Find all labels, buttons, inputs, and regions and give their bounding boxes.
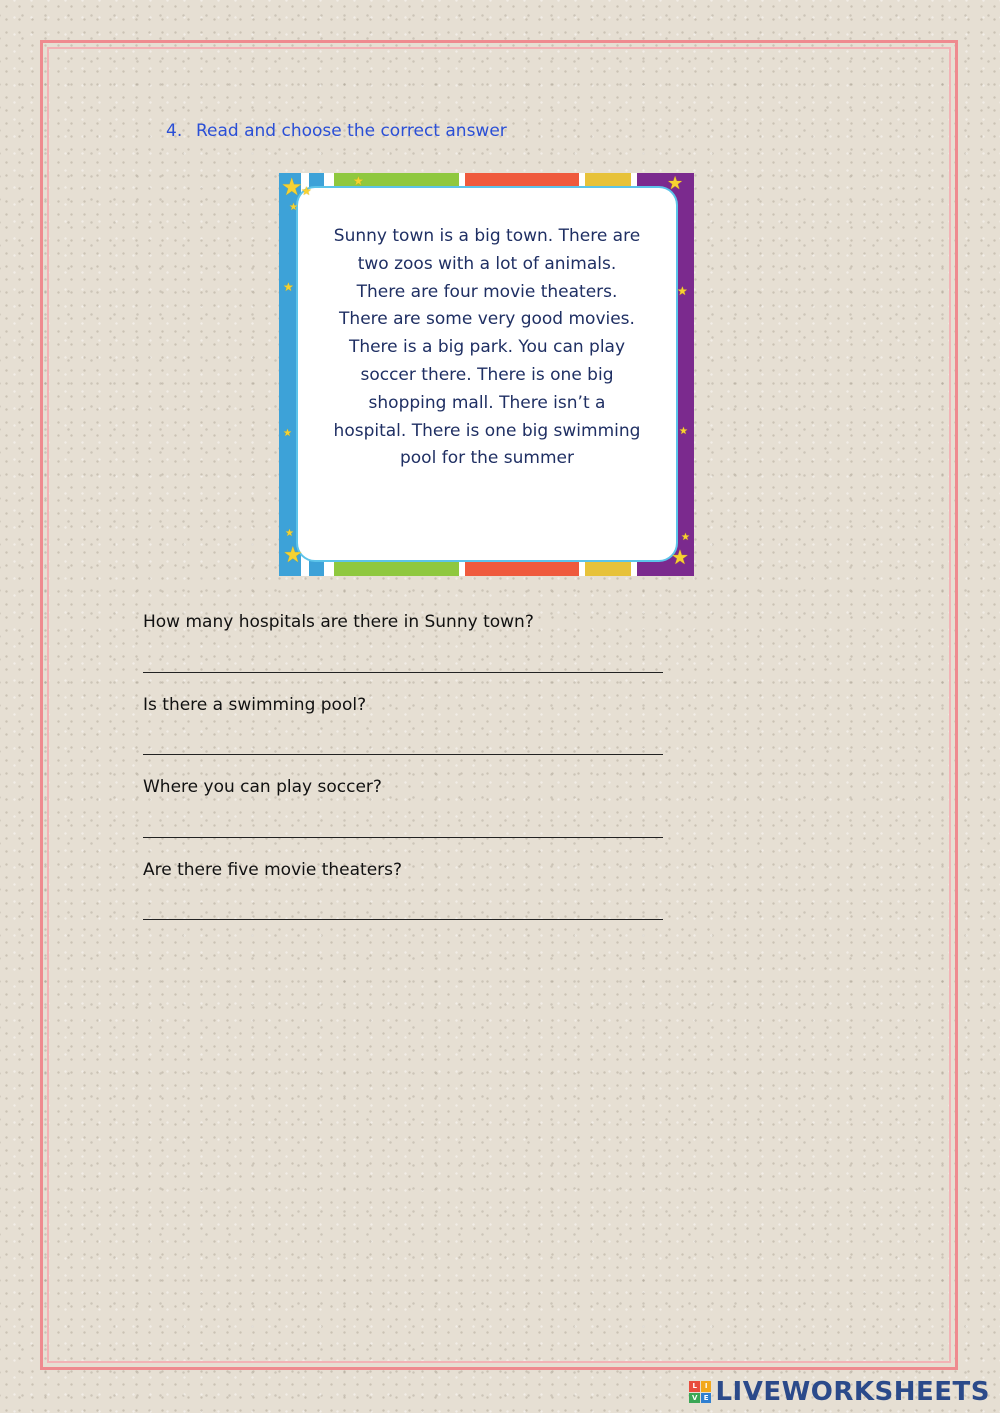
question-1: How many hospitals are there in Sunny town? bbox=[143, 612, 534, 632]
passage-line: hospital. There is one big swimming bbox=[333, 420, 641, 441]
star-icon: ★ bbox=[289, 202, 298, 213]
card-stripe-left bbox=[279, 173, 301, 576]
star-icon: ★ bbox=[285, 528, 294, 539]
answer-field-2[interactable] bbox=[143, 754, 663, 755]
star-icon: ★ bbox=[301, 184, 312, 198]
passage-line: There is a big park. You can play bbox=[348, 337, 626, 358]
passage-line: Sunny town is a big town. There are bbox=[333, 226, 641, 246]
star-icon: ★ bbox=[281, 173, 303, 201]
liveworksheets-brand bbox=[689, 1377, 990, 1407]
answer-field-4[interactable] bbox=[143, 919, 663, 920]
star-icon: ★ bbox=[283, 428, 292, 439]
passage-line: pool for the summer bbox=[399, 448, 574, 469]
brand-name: LIVEWORKSHEETS bbox=[715, 1377, 990, 1407]
instruction-text: Read and choose the correct answer bbox=[196, 121, 507, 141]
passage-line: two zoos with a lot of animals. bbox=[357, 253, 617, 274]
star-icon: ★ bbox=[353, 174, 364, 188]
star-icon: ★ bbox=[667, 173, 684, 194]
logo-letter: L bbox=[689, 1381, 700, 1392]
passage-line: shopping mall. There isn’t a bbox=[368, 392, 606, 413]
liveworksheets-logo-icon bbox=[689, 1381, 711, 1403]
star-icon: ★ bbox=[283, 280, 294, 294]
instruction-heading bbox=[166, 121, 507, 141]
card-stripe-right bbox=[672, 173, 694, 576]
star-icon: ★ bbox=[677, 284, 688, 298]
answer-field-3[interactable] bbox=[143, 837, 663, 838]
star-icon: ★ bbox=[671, 545, 689, 569]
passage-line: There are some very good movies. bbox=[339, 309, 635, 330]
star-icon: ★ bbox=[283, 543, 303, 568]
passage-line: soccer there. There is one big bbox=[360, 364, 614, 385]
star-icon: ★ bbox=[679, 426, 688, 437]
answer-field-1[interactable] bbox=[143, 672, 663, 673]
question-4: Are there five movie theaters? bbox=[143, 860, 403, 880]
logo-letter: V bbox=[689, 1393, 700, 1404]
reading-card bbox=[279, 173, 694, 576]
reading-passage bbox=[309, 223, 665, 473]
logo-letter: E bbox=[701, 1393, 712, 1404]
passage-line: There are four movie theaters. bbox=[356, 281, 618, 302]
instruction-number: 4. bbox=[166, 121, 183, 141]
question-2: Is there a swimming pool? bbox=[143, 695, 367, 715]
star-icon: ★ bbox=[681, 532, 690, 543]
logo-letter: I bbox=[701, 1381, 712, 1392]
question-3: Where you can play soccer? bbox=[143, 777, 382, 797]
